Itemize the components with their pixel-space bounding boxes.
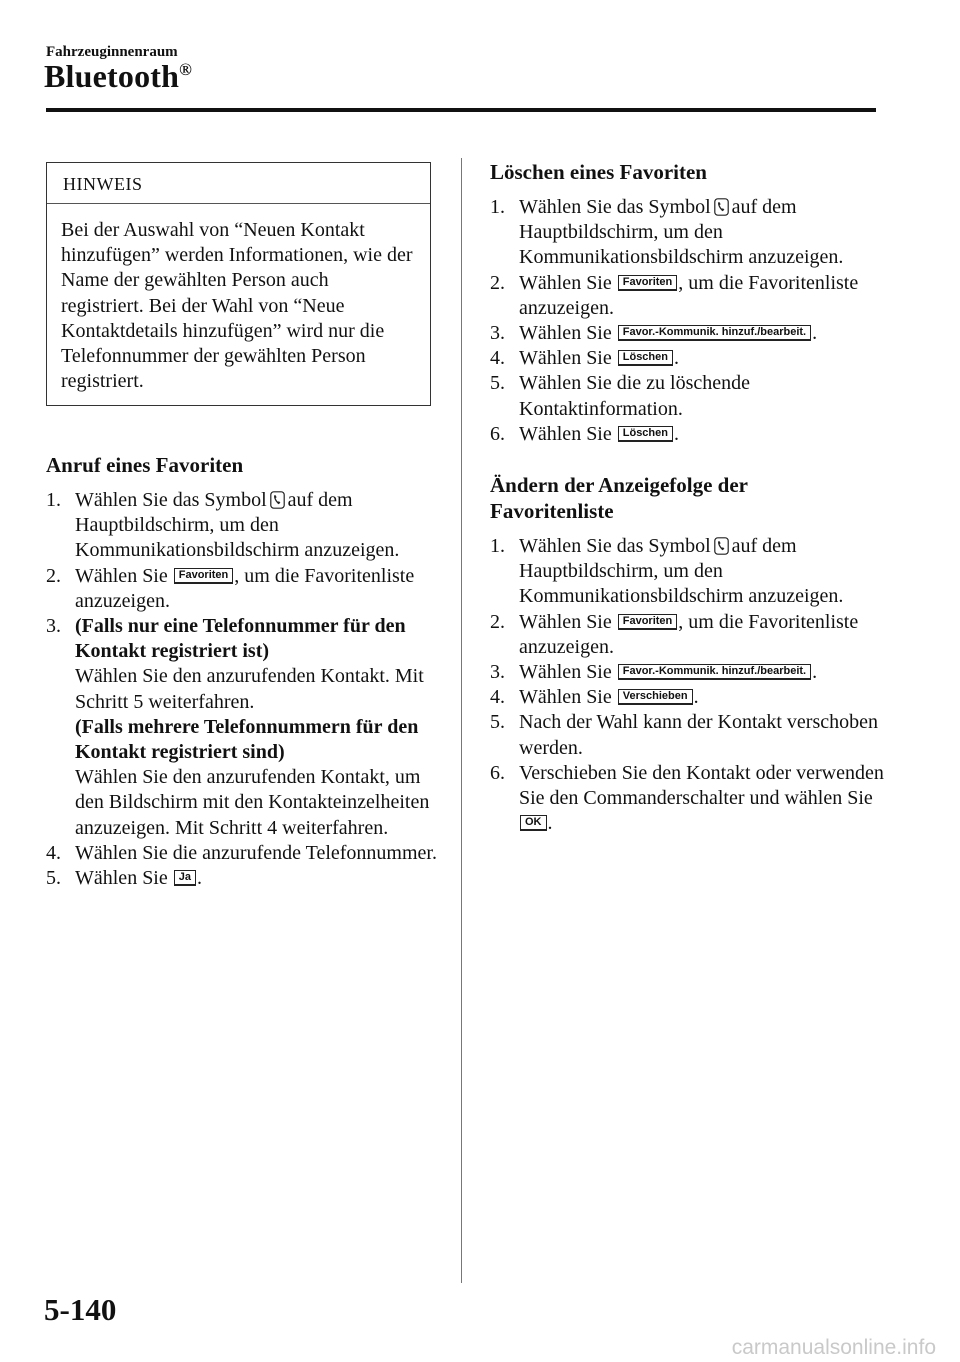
step-text-part: .: [547, 812, 553, 835]
step-number: 6.: [490, 761, 505, 784]
step-text-part: auf dem Hauptbildschirm, um den Kommunikationsbildschirm anzuzeigen.: [75, 489, 400, 562]
step-text-part: Wählen Sie: [75, 867, 168, 890]
loeschen-button: Löschen: [618, 350, 673, 366]
condition-text: (Falls nur eine Telefonnummer für den Kontakt registriert ist): [75, 615, 406, 663]
favor-edit-button: Favor.-Kommunik. hinzuf./bearbeit.: [618, 664, 811, 680]
step-text: [519, 422, 890, 447]
phone-icon: [714, 537, 729, 555]
step-text: [519, 660, 890, 685]
step-text-part: .: [693, 686, 699, 709]
loeschen-button: Löschen: [618, 426, 673, 442]
step-text-part: Wählen Sie: [519, 322, 612, 345]
header-rule: [46, 108, 876, 112]
step-text-part: .: [673, 347, 679, 370]
step-text-part: .: [812, 322, 818, 345]
step: [490, 534, 890, 610]
step-text: [519, 271, 890, 321]
step-number: 4.: [46, 841, 61, 864]
step: [490, 195, 890, 271]
step: [490, 610, 890, 660]
step-text-part: Wählen Sie das Symbol: [519, 535, 711, 558]
step-number: 4.: [490, 686, 505, 709]
note-heading: HINWEIS: [47, 163, 430, 204]
step-text: [75, 564, 446, 614]
step: [490, 371, 890, 421]
step-text-part: Wählen Sie den anzurufenden Kontakt, um den Bildschirm mit den Kontakteinzelheiten anzuzeigen. Mit Schritt 4 weiterfahren.: [75, 766, 430, 839]
heading-call-favorite: Anruf eines Favoriten: [46, 453, 244, 477]
step-text: [519, 346, 890, 371]
step-text-part: Wählen Sie: [519, 271, 612, 294]
step-number: 1.: [490, 196, 505, 218]
registered-mark: ®: [179, 60, 193, 79]
ja-button: Ja: [174, 870, 196, 886]
step-text: Wählen Sie die zu löschende Kontaktinformation.: [519, 372, 751, 420]
step-text: Wählen Sie die anzurufende Telefonnummer.: [75, 841, 437, 864]
step-text: [519, 610, 890, 660]
condition-text: (Falls mehrere Telefonnummern für den Kontakt registriert sind): [75, 715, 419, 764]
step-text-part: Wählen Sie den anzurufenden Kontakt. Mit Schritt 5 weiterfahren.: [75, 665, 424, 713]
step-text: [519, 195, 890, 271]
step-number: 5.: [490, 711, 505, 734]
step: [490, 346, 890, 371]
step-text: [519, 761, 890, 837]
verschieben-button: Verschieben: [618, 689, 693, 705]
step-number: 2.: [490, 271, 505, 294]
note-text: Bei der Auswahl von “Neuen Kontakt hinzufügen” werden Informationen, wie der Name der gewählten Person auch registriert. Bei der Wahl von “Neue Kontaktdetails hinzufügen” wird nur die Telefonnummer der gewählten Person registriert.: [61, 219, 413, 393]
step-number: 2.: [490, 610, 505, 633]
left-column: [46, 452, 446, 891]
step-number: 1.: [46, 489, 61, 511]
section-label: Fahrzeuginnenraum: [46, 44, 178, 60]
step: [490, 422, 890, 447]
page-title-text: Bluetooth: [44, 58, 180, 94]
step-text-part: Wählen Sie: [75, 564, 168, 587]
step: [490, 321, 890, 346]
heading-line: Ändern der Anzeigefolge der: [490, 473, 748, 498]
right-column: [490, 159, 890, 836]
step: [46, 488, 446, 564]
step: [490, 761, 890, 837]
step-text: [519, 534, 890, 610]
step-text: [75, 614, 446, 841]
step-text-part: Verschieben Sie den Kontakt oder verwenden Sie den Commanderschalter und wählen Sie: [519, 761, 884, 810]
step-text-part: Wählen Sie: [519, 347, 612, 370]
step-number: 3.: [490, 322, 505, 345]
step-text-part: Wählen Sie: [519, 610, 612, 633]
step-text-part: Wählen Sie das Symbol: [519, 196, 711, 218]
favoriten-button: Favoriten: [618, 275, 678, 291]
step-text-part: auf dem Hauptbildschirm, um den Kommunikationsbildschirm anzuzeigen.: [519, 535, 844, 608]
step-number: 3.: [46, 615, 61, 638]
heading-line: Favoritenliste: [490, 499, 614, 524]
step-text-part: , um die Favoritenliste anzuzeigen.: [519, 610, 859, 658]
step: [46, 564, 446, 614]
step-text: [75, 488, 446, 564]
note-box: [46, 162, 431, 406]
step-text-part: , um die Favoritenliste anzuzeigen.: [75, 564, 415, 612]
step-number: 4.: [490, 347, 505, 370]
step: [490, 685, 890, 710]
step-number: 1.: [490, 535, 505, 558]
step-number: 5.: [490, 372, 505, 395]
step-number: 5.: [46, 867, 61, 890]
favoriten-button: Favoriten: [618, 614, 678, 630]
ok-button: OK: [520, 815, 547, 831]
step-text-part: Wählen Sie: [519, 661, 612, 684]
step-text-part: .: [197, 867, 202, 890]
column-divider: [461, 158, 462, 1283]
phone-icon: [270, 491, 285, 509]
page-number: 5-140: [44, 1292, 117, 1327]
phone-icon: [714, 198, 729, 216]
step: [46, 841, 446, 866]
step: [46, 866, 446, 891]
step-number: 2.: [46, 564, 61, 587]
step: [490, 271, 890, 321]
step-text-part: Wählen Sie: [519, 686, 612, 709]
step-text-part: , um die Favoritenliste anzuzeigen.: [519, 271, 859, 319]
step-text-part: auf dem Hauptbildschirm, um den Kommunikationsbildschirm anzuzeigen.: [519, 196, 844, 269]
step-text: [519, 321, 890, 346]
heading-change-order: [490, 472, 890, 524]
step-text: [75, 866, 446, 891]
favoriten-button: Favoriten: [174, 568, 234, 584]
favor-edit-button: Favor.-Kommunik. hinzuf./bearbeit.: [618, 325, 811, 341]
step-text-part: Wählen Sie das Symbol: [75, 489, 267, 511]
step: [490, 660, 890, 685]
heading-delete-favorite: Löschen eines Favoriten: [490, 160, 707, 184]
step-text-part: .: [673, 422, 679, 445]
spacer: [490, 447, 890, 472]
page-title: [44, 58, 192, 95]
step-number: 6.: [490, 422, 505, 445]
step-text-part: Wählen Sie: [519, 422, 612, 445]
watermark: carmanualsonline.info: [731, 1336, 936, 1359]
step: [46, 614, 446, 841]
step-text: Nach der Wahl kann der Kontakt verschoben werden.: [519, 711, 879, 759]
step-text-part: .: [812, 661, 818, 684]
step-text: [519, 685, 890, 710]
step: [490, 710, 890, 760]
step-number: 3.: [490, 661, 505, 684]
